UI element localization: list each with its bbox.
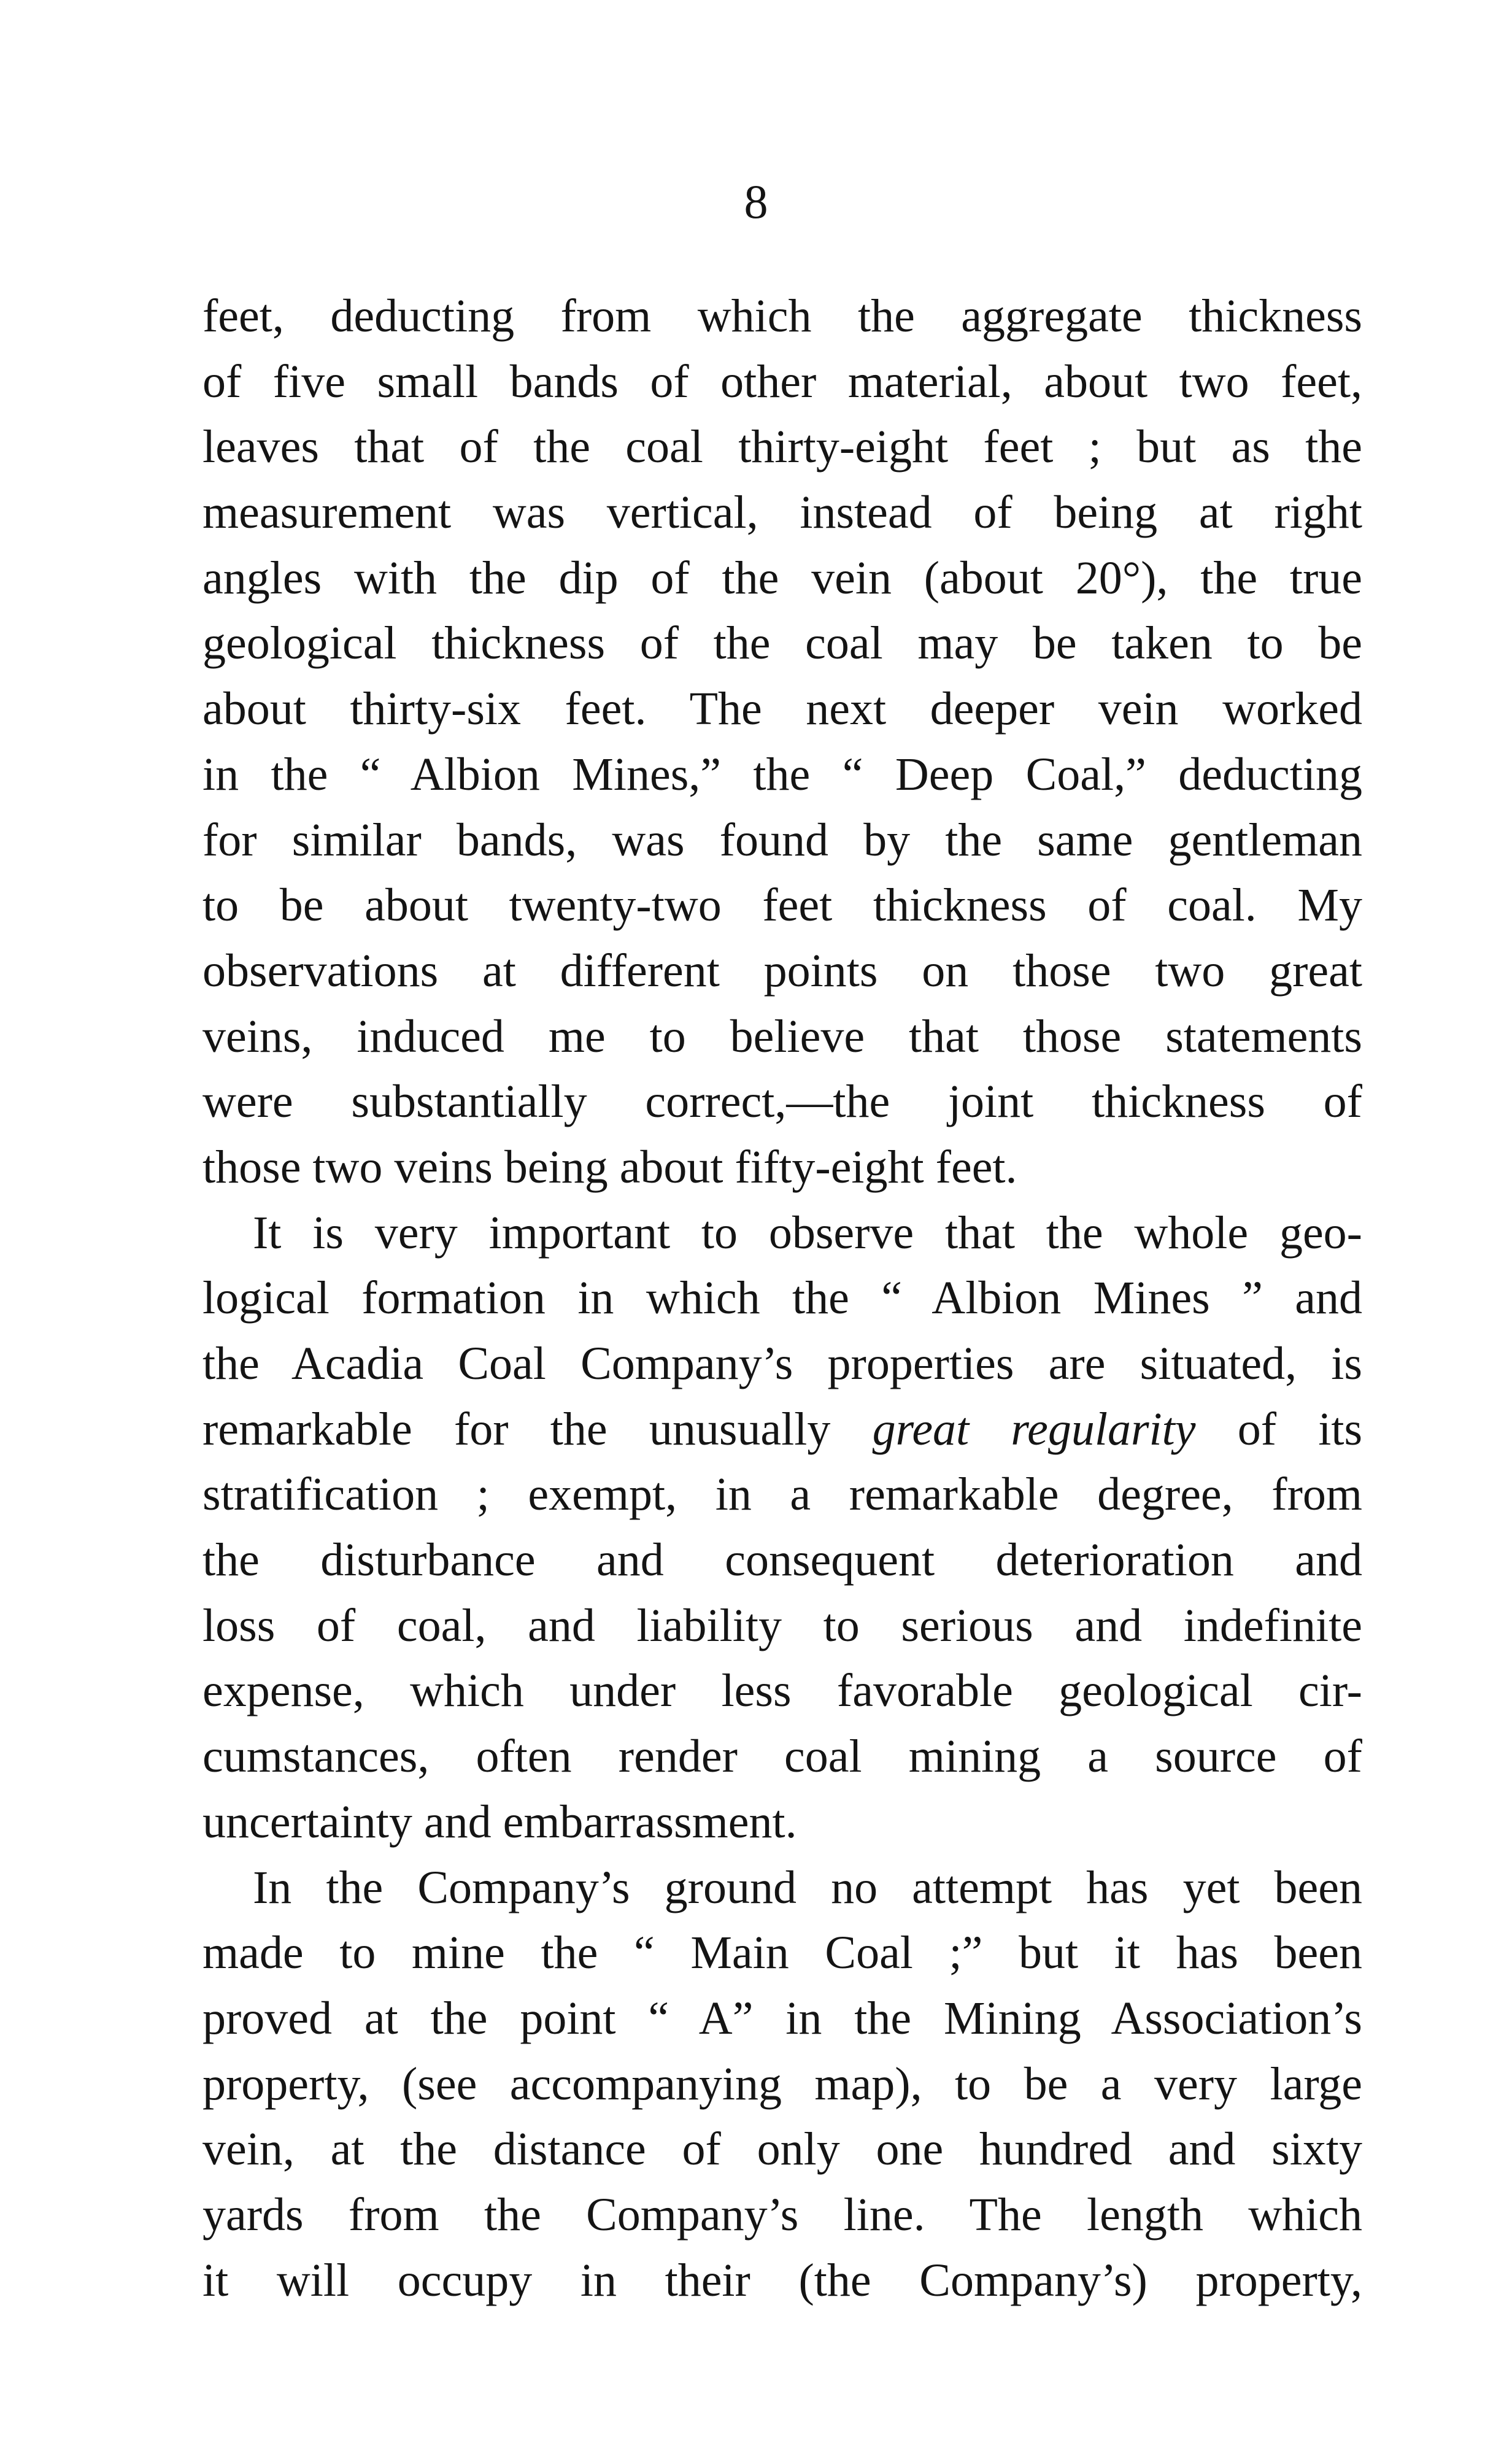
text-line [202,2182,1362,2248]
text-segment: to be about twenty-two feet thickness of coal. My [202,879,1362,932]
text-segment: yards from the Company’s line. The length which [202,2188,1362,2241]
text-line [202,873,1362,938]
text-segment: expense, which under less favorable geological cir- [202,1665,1362,1717]
text-segment: loss of coal, and liability to serious and indefinite [202,1599,1362,1651]
text-line [202,1004,1362,1070]
text-segment: remarkable for the unusually [202,1403,873,1455]
text-line [202,1200,1362,1266]
text-segment: leaves that of the coal thirty-eight feet ; but as the [202,421,1362,473]
text-line [202,1986,1362,2052]
text-line [202,2117,1362,2182]
text-line [202,1855,1362,1921]
text-line [202,1069,1362,1135]
text-line [202,676,1362,742]
text-segment: angles with the dip of the vein (about 20°), the true [202,552,1362,604]
text-segment: observations at different points on those two great [202,944,1362,997]
text-segment: proved at the point “ A” in the Mining Association’s [202,1992,1362,2044]
text-line [202,938,1362,1004]
text-segment: vein, at the distance of only one hundred and sixty [202,2123,1362,2175]
text-segment: made to mine the “ Main Coal ;” but it has been [202,1927,1362,1979]
text-segment: uncertainty and embarrassment. [202,1796,797,1848]
text-segment: it will occupy in their (the Company’s) property, [202,2254,1362,2306]
text-segment: of five small bands of other material, about two feet, [202,355,1362,407]
text-line [202,1462,1362,1527]
text-line [202,414,1362,480]
text-segment: feet, deducting from which the aggregate thickness [202,290,1362,342]
text-segment: the Acadia Coal Company’s properties are situated, is [202,1338,1362,1389]
text-line [202,1593,1362,1659]
text-segment: stratification ; exempt, in a remarkable degree, from [202,1469,1362,1521]
text-line [202,1724,1362,1789]
text-segment: geological thickness of the coal may be taken to be [202,617,1362,670]
text-segment: It is very important to observe that the whole geo- [253,1206,1362,1259]
text-line [202,480,1362,546]
text-line [202,2248,1362,2314]
text-segment: for similar bands, was found by the same gentleman [202,814,1362,866]
text-line [202,349,1362,415]
text-segment: of its [1195,1403,1363,1455]
text-line [202,2052,1362,2117]
text-segment: measurement was vertical, instead of being at right [202,487,1362,539]
text-line [202,1135,1362,1200]
text-line [202,1331,1362,1397]
paragraph [202,1855,1362,2314]
text-segment: about thirty-six feet. The next deeper vein worked [202,683,1362,735]
text-segment: cumstances, often render coal mining a source of [202,1731,1362,1783]
text-line [202,1397,1362,1462]
paragraph [202,284,1362,1200]
page-number: 8 [744,175,768,228]
text-line [202,1658,1362,1724]
text-line [202,1265,1362,1331]
text-line [202,284,1362,349]
text-segment: veins, induced me to believe that those statements [202,1010,1362,1062]
text-line [202,1920,1362,1986]
italic-text: great regularity [872,1403,1196,1455]
text-segment: the disturbance and consequent deterioration and [202,1534,1362,1586]
text-segment: were substantially correct,—the joint thickness of [202,1076,1362,1128]
text-line [202,742,1362,808]
text-line [202,1789,1362,1855]
text-line [202,1527,1362,1593]
text-line [202,611,1362,676]
text-segment: In the Company’s ground no attempt has yet been [253,1861,1362,1913]
text-line [202,546,1362,611]
text-line [202,808,1362,873]
text-segment: logical formation in which the “ Albion Mines ” and [202,1272,1362,1324]
text-segment: those two veins being about fifty-eight feet. [202,1141,1017,1193]
body-text [202,284,1362,2313]
text-segment: property, (see accompanying map), to be a very large [202,2058,1362,2110]
paragraph [202,1200,1362,1855]
text-segment: in the “ Albion Mines,” the “ Deep Coal,” deducting [202,748,1362,800]
